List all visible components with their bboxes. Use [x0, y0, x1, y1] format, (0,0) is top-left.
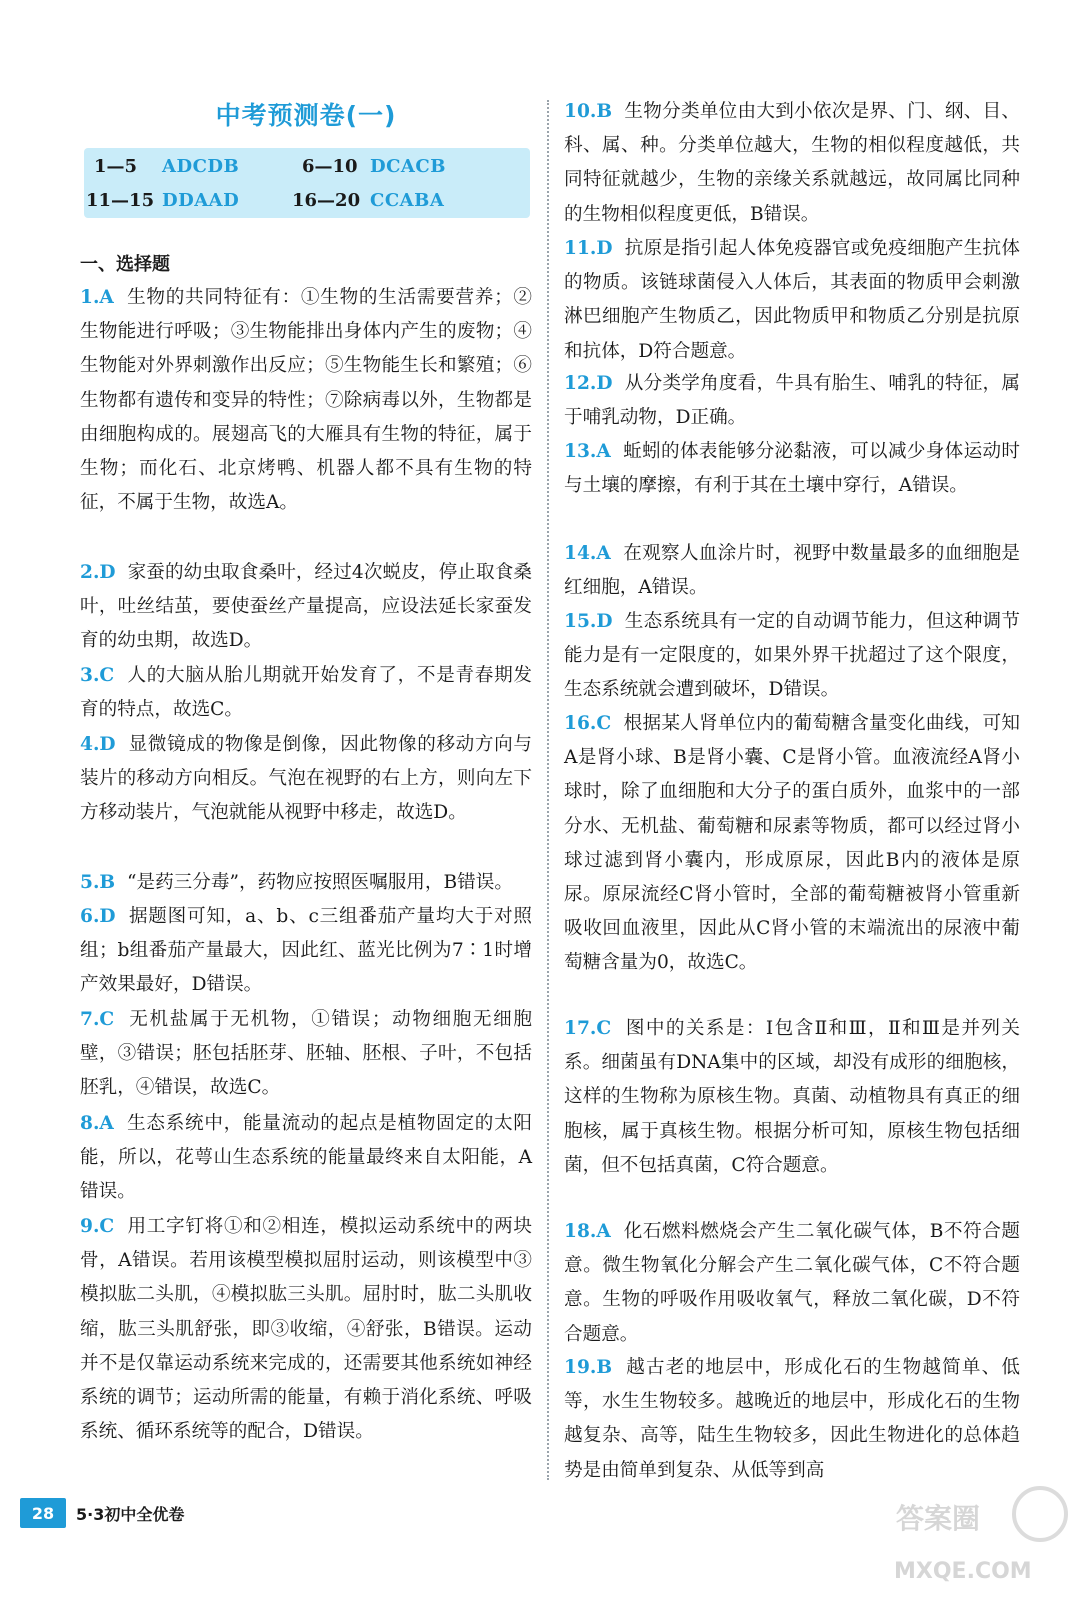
- watermark-url: MXQE.COM: [894, 1559, 1032, 1584]
- question-number: 19.B: [564, 1357, 613, 1378]
- question-item: [80, 556, 532, 659]
- question-explanation: 无机盐属于无机物，①错误；动物细胞无细胞壁，③错误；胚包括胚芽、胚轴、胚根、子叶，不包括胚乳，④错误，故选C。: [80, 1009, 532, 1099]
- answer-key: DDAAD: [162, 190, 240, 211]
- question-item: [80, 1107, 532, 1210]
- question-item: [80, 1003, 532, 1106]
- answer-key: DCACB: [370, 156, 446, 177]
- question-number: 15.D: [564, 611, 613, 632]
- question-item: [80, 1210, 532, 1449]
- question-item: [564, 435, 1020, 503]
- book-title: 5·3初中全优卷: [76, 1504, 185, 1524]
- question-item: [80, 728, 532, 831]
- question-explanation: 用工字钉将①和②相连，模拟运动系统中的两块骨，A错误。若用该模型模拟屈肘运动，则该模型中③模拟肱二头肌，④模拟肱三头肌。屈肘时，肱二头肌收缩，肱三头肌舒张，即③收缩，④舒张，B错误。运动并不是仅靠运动系统来完成的，还需要其他系统如神经系统的调节；运动所需的能量，有赖于消化系统、呼吸系统、循环系统等的配合，D错误。: [80, 1216, 532, 1443]
- question-number: 18.A: [564, 1221, 611, 1242]
- question-item: [564, 1012, 1020, 1183]
- question-number: 10.B: [564, 101, 613, 122]
- answer-range: 16—20: [292, 190, 361, 211]
- watermark-ring-icon: [1014, 1488, 1066, 1540]
- question-explanation: 生态系统具有一定的自动调节能力，但这种调节能力是有一定限度的，如果外界干扰超过了这个限度，生态系统就会遭到破坏，D错误。: [564, 611, 1020, 701]
- question-item: [80, 900, 532, 1003]
- question-number: 17.C: [564, 1018, 612, 1039]
- question-explanation: 家蚕的幼虫取食桑叶，经过4次蜕皮，停止取食桑叶，吐丝结茧，要使蚕丝产量提高，应设法延长家蚕发育的幼虫期，故选D。: [80, 562, 532, 652]
- question-item: [80, 866, 532, 900]
- question-explanation: 生物分类单位由大到小依次是界、门、纲、目、科、属、种。分类单位越大，生物的相似程度越低，共同特征就越少，生物的亲缘关系就越远，故同属比同种的生物相似程度更低，B错误。: [564, 101, 1020, 225]
- question-number: 2.D: [80, 562, 116, 583]
- column-divider: [547, 100, 549, 1480]
- question-item: [564, 537, 1020, 605]
- answer-range: 11—15: [86, 190, 155, 211]
- watermark-text: 答案圈: [896, 1502, 981, 1535]
- question-number: 1.A: [80, 287, 114, 308]
- question-number: 11.D: [564, 238, 613, 259]
- question-item: [564, 367, 1020, 435]
- answer-key: ADCDB: [162, 156, 240, 177]
- question-number: 8.A: [80, 1113, 114, 1134]
- question-item: [564, 95, 1020, 232]
- question-item: [564, 1351, 1020, 1488]
- page-footer: [20, 1497, 184, 1529]
- question-number: 6.D: [80, 906, 116, 927]
- answer-key: CCABA: [370, 190, 445, 211]
- question-number: 13.A: [564, 441, 611, 462]
- question-explanation: 从分类学角度看，牛具有胎生、哺乳的特征，属于哺乳动物，D正确。: [564, 373, 1020, 429]
- question-explanation: “是药三分毒”，药物应按照医嘱服用，B错误。: [126, 872, 513, 893]
- question-item: [564, 232, 1020, 369]
- question-explanation: 化石燃料燃烧会产生二氧化碳气体，B不符合题意。微生物氧化分解会产生二氧化碳气体，C不符合题意。生物的呼吸作用吸收氧气，释放二氧化碳，D不符合题意。: [564, 1221, 1020, 1345]
- question-explanation: 蚯蚓的体表能够分泌黏液，可以减少身体运动时与土壤的摩擦，有利于其在土壤中穿行，A错误。: [564, 441, 1020, 497]
- watermark-logo: [890, 1478, 1080, 1594]
- answer-key-box: [84, 148, 530, 218]
- question-explanation: 越古老的地层中，形成化石的生物越简单、低等，水生生物较多。越晚近的地层中，形成化石的生物越复杂、高等，陆生生物较多，因此生物进化的总体趋势是由简单到复杂、从低等到高: [564, 1357, 1020, 1481]
- question-number: 3.C: [80, 665, 115, 686]
- page-title: 中考预测卷(一): [215, 101, 397, 130]
- question-item: [564, 605, 1020, 708]
- question-explanation: 根据某人肾单位内的葡萄糖含量变化曲线，可知A是肾小球、B是肾小囊、C是肾小管。血液流经A肾小球时，除了血细胞和大分子的蛋白质外，血浆中的一部分水、无机盐、葡萄糖和尿素等物质，都可以经过肾小球过滤到肾小囊内，形成原尿，因此B内的液体是原尿。原尿流经C肾小管时，全部的葡萄糖被肾小管重新吸收回血液里，因此从C肾小管的末端流出的尿液中葡萄糖含量为0，故选C。: [564, 713, 1020, 974]
- section-title: 一、选择题: [80, 254, 170, 275]
- question-explanation: 图中的关系是：Ⅰ包含Ⅱ和Ⅲ，Ⅱ和Ⅲ是并列关系。细菌虽有DNA集中的区域，却没有成形的细胞核，这样的生物称为原核生物。真菌、动植物具有真正的细胞核，属于真核生物。根据分析可知，原核生物包括细菌，但不包括真菌，C符合题意。: [564, 1018, 1021, 1176]
- question-explanation: 生态系统中，能量流动的起点是植物固定的太阳能，所以，花萼山生态系统的能量最终来自太阳能，A错误。: [80, 1113, 532, 1203]
- question-explanation: 在观察人血涂片时，视野中数量最多的血细胞是红细胞，A错误。: [564, 543, 1020, 599]
- question-item: [564, 707, 1020, 981]
- question-explanation: 抗原是指引起人体免疫器官或免疫细胞产生抗体的物质。该链球菌侵入人体后，其表面的物质甲会刺激淋巴细胞产生物质乙，因此物质甲和物质乙分别是抗原和抗体，D符合题意。: [564, 238, 1020, 362]
- answer-range: 6—10: [302, 156, 358, 177]
- question-item: [564, 1215, 1020, 1352]
- question-number: 14.A: [564, 543, 611, 564]
- question-number: 16.C: [564, 713, 612, 734]
- question-number: 7.C: [80, 1009, 115, 1030]
- question-item: [80, 281, 532, 520]
- question-number: 9.C: [80, 1216, 115, 1237]
- question-number: 5.B: [80, 872, 116, 893]
- page-number: 28: [20, 1498, 66, 1528]
- question-explanation: 显微镜成的物像是倒像，因此物像的移动方向与装片的移动方向相反。气泡在视野的右上方，则向左下方移动装片，气泡就能从视野中移走，故选D。: [80, 734, 532, 824]
- question-explanation: 据题图可知，a、b、c三组番茄产量均大于对照组；b组番茄产量最大，因此红、蓝光比例为7∶1时增产效果最好，D错误。: [80, 906, 532, 996]
- question-explanation: 生物的共同特征有：①生物的生活需要营养；②生物能进行呼吸；③生物能排出身体内产生的废物；④生物能对外界刺激作出反应；⑤生物能生长和繁殖；⑥生物都有遗传和变异的特性；⑦除病毒以外，生物都是由细胞构成的。展翅高飞的大雁具有生物的特征，属于生物；而化石、北京烤鸭、机器人都不具有生物的特征，不属于生物，故选A。: [80, 287, 532, 514]
- question-explanation: 人的大脑从胎儿期就开始发育了，不是青春期发育的特点，故选C。: [80, 665, 532, 721]
- answer-range: 1—5: [94, 156, 138, 177]
- question-item: [80, 659, 532, 727]
- question-number: 4.D: [80, 734, 116, 755]
- question-number: 12.D: [564, 373, 613, 394]
